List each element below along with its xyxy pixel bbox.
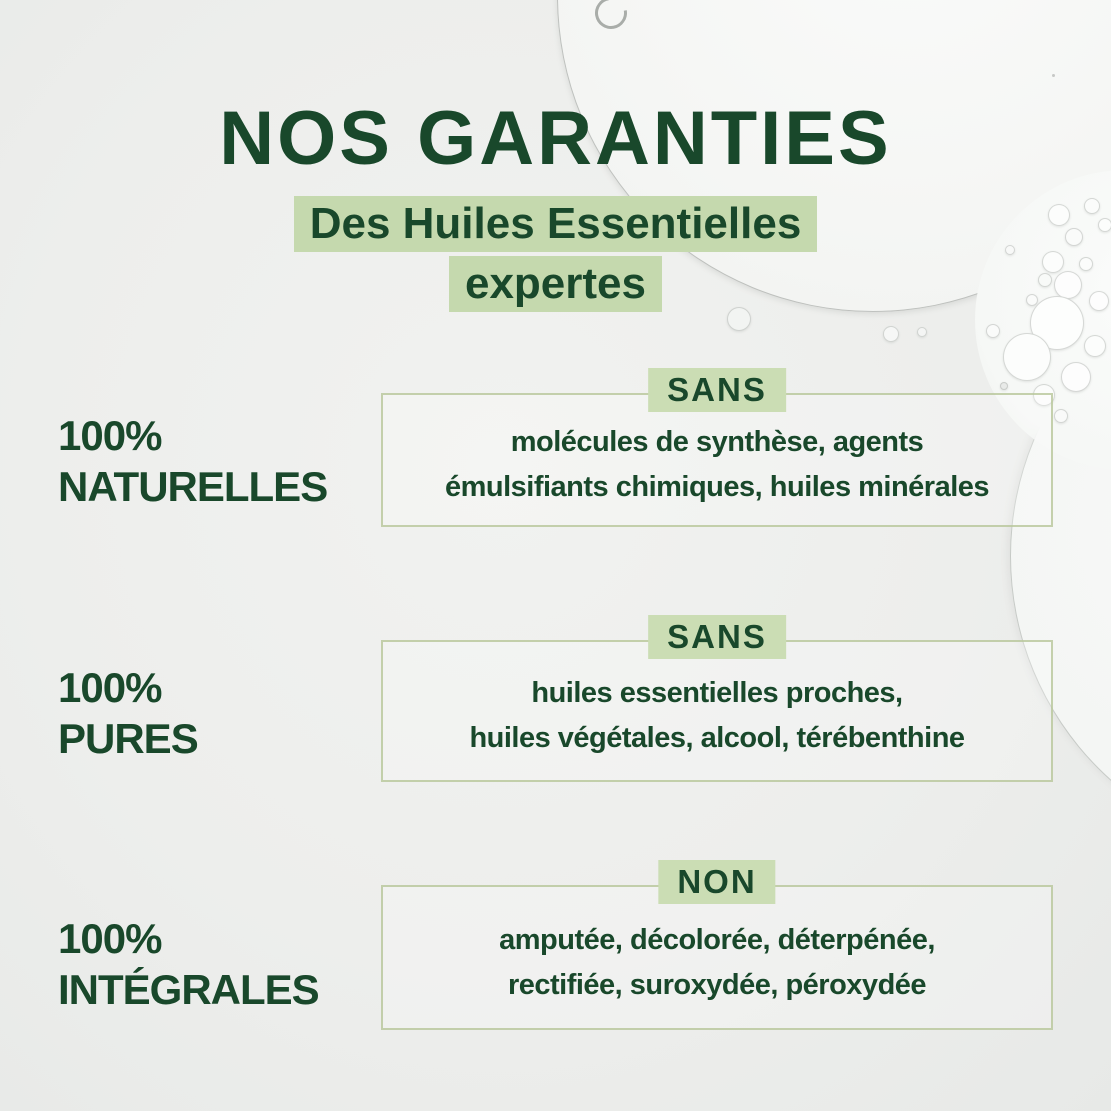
guarantee-text-line2: rectifiée, suroxydée, péroxydée [507, 968, 927, 1001]
section-label [58, 913, 378, 1015]
oil-speck [1052, 74, 1055, 77]
guarantee-box [381, 618, 1053, 782]
guarantee-text [445, 410, 989, 510]
oil-bubble [1003, 333, 1051, 381]
page-subtitle-line2 [0, 256, 1111, 312]
tag-badge: NON [658, 860, 775, 904]
guarantee-text-line1: amputée, décolorée, déterpénée, [499, 923, 935, 956]
guarantee-text [499, 908, 935, 1008]
tag-badge: SANS [648, 368, 786, 412]
label-percentage: 100% [58, 412, 162, 459]
subtitle-highlight: expertes [449, 256, 662, 312]
oil-bubble [1084, 335, 1106, 357]
subtitle-highlight: Des Huiles Essentielles [294, 196, 818, 252]
oil-bubble [986, 324, 1000, 338]
page-title: NOS GARANTIES [219, 96, 892, 181]
tag-badge: SANS [648, 615, 786, 659]
section-label [58, 410, 378, 512]
oil-bubble [917, 327, 927, 337]
guarantee-text-line1: molécules de synthèse, agents [510, 426, 924, 458]
guarantee-box [381, 371, 1053, 527]
label-percentage: 100% [58, 664, 162, 711]
label-percentage: 100% [58, 915, 162, 962]
label-word: INTÉGRALES [58, 966, 319, 1013]
guarantee-text-line1: huiles essentielles proches, [531, 677, 903, 709]
oil-bubble [1000, 382, 1008, 390]
oil-bubble [1054, 409, 1068, 423]
label-word: NATURELLES [58, 463, 328, 510]
oil-bubble [883, 326, 899, 342]
guarantee-box [381, 863, 1053, 1030]
label-word: PURES [58, 715, 198, 762]
page-subtitle-line1 [0, 196, 1111, 252]
guarantee-text [469, 661, 964, 761]
oil-bubble [1061, 362, 1091, 392]
guarantee-text-line2: émulsifiants chimiques, huiles minérales [444, 471, 990, 503]
section-label [58, 662, 378, 764]
guarantee-text-line2: huiles végétales, alcool, térébenthine [469, 722, 965, 754]
